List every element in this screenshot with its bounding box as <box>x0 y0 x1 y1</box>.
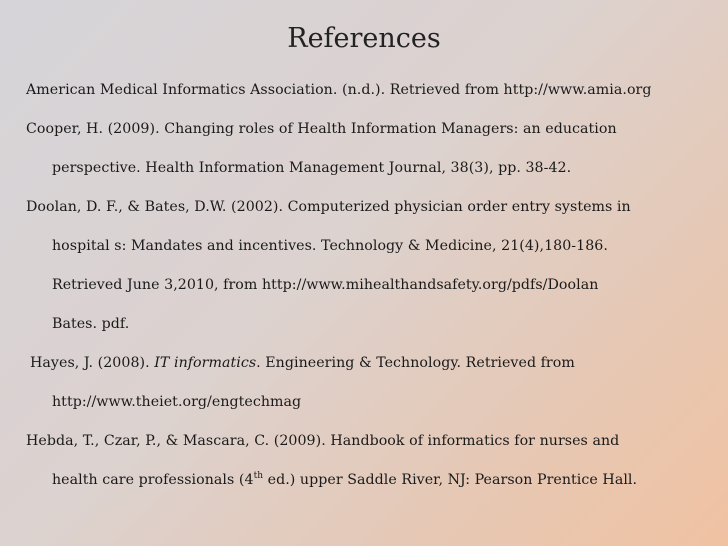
reference-cooper <box>26 119 716 158</box>
reference-text: Bates. pdf. <box>52 316 130 332</box>
reference-doolan-cont <box>26 236 716 275</box>
reference-text: hospital s: Mandates and incentives. Technology & Medicine, 21(4),180-186. <box>52 238 608 254</box>
reference-text: health care professionals (4 <box>52 472 254 488</box>
reference-text: American Medical Informatics Association. (n.d.). Retrieved from http://www.amia.org <box>26 82 652 98</box>
reference-cooper-cont <box>26 158 716 197</box>
reference-text: . Engineering & Technology. Retrieved from <box>256 355 575 371</box>
reference-doolan-cont <box>26 275 716 314</box>
reference-text: Doolan, D. F., & Bates, D.W. (2002). Computerized physician order entry systems in <box>26 199 631 215</box>
reference-doolan-cont <box>26 314 716 353</box>
reference-text: Hayes, J. (2008). <box>30 355 155 371</box>
reference-hebda-cont <box>26 470 716 509</box>
reference-text: perspective. Health Information Management Journal, 38(3), pp. 38-42. <box>52 160 572 176</box>
reference-list <box>26 80 716 509</box>
reference-text: Hebda, T., Czar, P., & Mascara, C. (2009). Handbook of informatics for nurses and <box>26 433 620 449</box>
reference-hayes-cont <box>26 392 716 431</box>
reference-hayes <box>26 353 716 392</box>
page-title: References <box>287 23 441 54</box>
reference-link: http://www.theiet.org/engtechmag <box>52 394 302 410</box>
reference-amia <box>26 80 716 119</box>
reference-title-italic: IT informatics <box>154 355 257 371</box>
reference-doolan <box>26 197 716 236</box>
superscript: th <box>253 471 264 481</box>
reference-hebda <box>26 431 716 470</box>
reference-text: Cooper, H. (2009). Changing roles of Health Information Managers: an education <box>26 121 617 137</box>
reference-text: Retrieved June 3,2010, from http://www.mihealthandsafety.org/pdfs/Doolan <box>52 277 599 293</box>
reference-text: ed.) upper Saddle River, NJ: Pearson Prentice Hall. <box>263 472 638 488</box>
